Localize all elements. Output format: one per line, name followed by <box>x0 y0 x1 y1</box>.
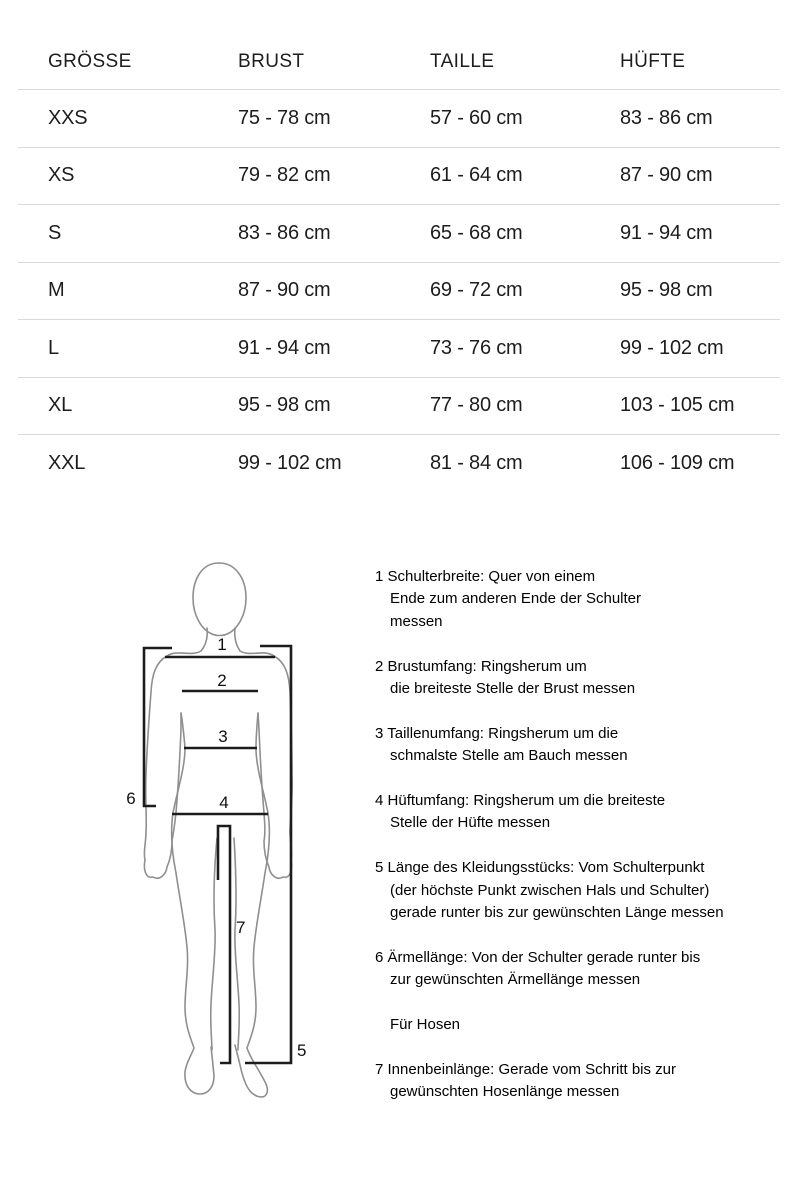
table-row-xxs <box>18 90 780 148</box>
instruction-line: 4 Hüftumfang: Ringsherum um die breiteste <box>375 792 666 810</box>
for-trousers-label: Für Hosen <box>390 1016 461 1034</box>
instruction-line: (der höchste Punkt zwischen Hals und Schulter) <box>390 881 710 899</box>
cell-waist: 57 - 60 cm <box>430 106 523 129</box>
cell-bust: 75 - 78 cm <box>238 106 331 129</box>
instruction-line: zur gewünschten Ärmellänge messen <box>390 971 641 989</box>
cell-size: XXL <box>48 452 86 475</box>
header-waist: TAILLE <box>430 51 495 72</box>
instruction-line: 7 Innenbeinlänge: Gerade vom Schritt bis zur <box>375 1060 677 1078</box>
table-row-xl <box>18 378 780 436</box>
cell-size: XXS <box>48 106 88 129</box>
marker-3: 3 <box>218 727 228 746</box>
right-inner-leg-outline <box>234 838 239 1050</box>
head-outline <box>193 563 246 636</box>
instruction-shoulder-width <box>375 566 790 633</box>
instruction-line: 1 Schulterbreite: Quer von einem <box>375 568 596 585</box>
marker-5: 5 <box>297 1041 307 1060</box>
instruction-line: Ende zum anderen Ende der Schulter <box>390 590 641 608</box>
cell-size: XL <box>48 394 73 417</box>
body-measurement-diagram <box>100 552 320 1112</box>
instruction-garment-length <box>375 857 790 924</box>
instruction-line: gerade runter bis zur gewünschten Länge messen <box>390 904 724 922</box>
cell-hip: 87 - 90 cm <box>620 164 713 187</box>
measurement-lines <box>144 646 291 1063</box>
instruction-line: 5 Länge des Kleidungsstücks: Vom Schulterpunkt <box>375 859 705 877</box>
instruction-line: die breiteste Stelle der Brust messen <box>390 680 636 698</box>
header-hip: HÜFTE <box>620 51 686 72</box>
marker-4: 4 <box>219 793 229 812</box>
cell-hip: 106 - 109 cm <box>620 452 735 475</box>
right-arm-outline <box>235 628 292 878</box>
instruction-waist <box>375 723 790 768</box>
instruction-sleeve-length <box>375 947 790 992</box>
cell-bust: 91 - 94 cm <box>238 336 331 359</box>
marker-2: 2 <box>217 671 227 690</box>
instruction-hip <box>375 790 790 835</box>
cell-size: S <box>48 221 62 244</box>
instruction-bust <box>375 656 790 701</box>
instruction-line: gewünschten Hosenlänge messen <box>390 1083 620 1101</box>
instruction-line: messen <box>390 612 443 630</box>
instruction-line: 2 Brustumfang: Ringsherum um <box>375 657 587 675</box>
cell-size: M <box>48 279 65 302</box>
marker-6: 6 <box>126 789 136 808</box>
table-row-m <box>18 263 780 321</box>
cell-bust: 95 - 98 cm <box>238 394 331 417</box>
header-bust: BRUST <box>238 51 305 72</box>
table-row-xs <box>18 148 780 206</box>
cell-size: XS <box>48 164 75 187</box>
mannequin-figure-svg <box>100 552 320 1112</box>
cell-waist: 73 - 76 cm <box>430 336 523 359</box>
left-arm-outline <box>144 628 207 878</box>
measurement-instructions <box>375 566 790 1126</box>
instruction-inseam <box>375 1059 790 1104</box>
instruction-line: 6 Ärmellänge: Von der Schulter gerade runter bis <box>375 948 701 966</box>
cell-hip: 91 - 94 cm <box>620 221 713 244</box>
cell-hip: 83 - 86 cm <box>620 106 713 129</box>
cell-waist: 81 - 84 cm <box>430 452 523 475</box>
size-table <box>18 0 780 493</box>
left-body-leg-outline <box>172 713 214 1094</box>
cell-bust: 83 - 86 cm <box>238 221 331 244</box>
cell-bust: 99 - 102 cm <box>238 452 342 475</box>
inseam-line <box>218 826 230 1063</box>
header-size: GRÖSSE <box>48 51 132 72</box>
marker-7: 7 <box>236 918 246 937</box>
cell-waist: 77 - 80 cm <box>430 394 523 417</box>
cell-hip: 95 - 98 cm <box>620 279 713 302</box>
cell-waist: 65 - 68 cm <box>430 221 523 244</box>
cell-hip: 103 - 105 cm <box>620 394 735 417</box>
cell-size: L <box>48 336 59 359</box>
instruction-line: Stelle der Hüfte messen <box>390 814 551 832</box>
marker-1: 1 <box>217 635 227 654</box>
size-table-header-row <box>18 0 780 90</box>
cell-waist: 61 - 64 cm <box>430 164 523 187</box>
left-inner-leg-outline <box>211 838 217 1050</box>
instruction-line: schmalste Stelle am Bauch messen <box>390 747 628 765</box>
table-row-s <box>18 205 780 263</box>
right-body-leg-outline <box>235 713 269 1097</box>
cell-waist: 69 - 72 cm <box>430 279 523 302</box>
cell-bust: 79 - 82 cm <box>238 164 331 187</box>
cell-bust: 87 - 90 cm <box>238 279 331 302</box>
table-row-xxl <box>18 435 780 493</box>
cell-hip: 99 - 102 cm <box>620 336 724 359</box>
instruction-line: 3 Taillenumfang: Ringsherum um die <box>375 724 619 742</box>
table-row-l <box>18 320 780 378</box>
